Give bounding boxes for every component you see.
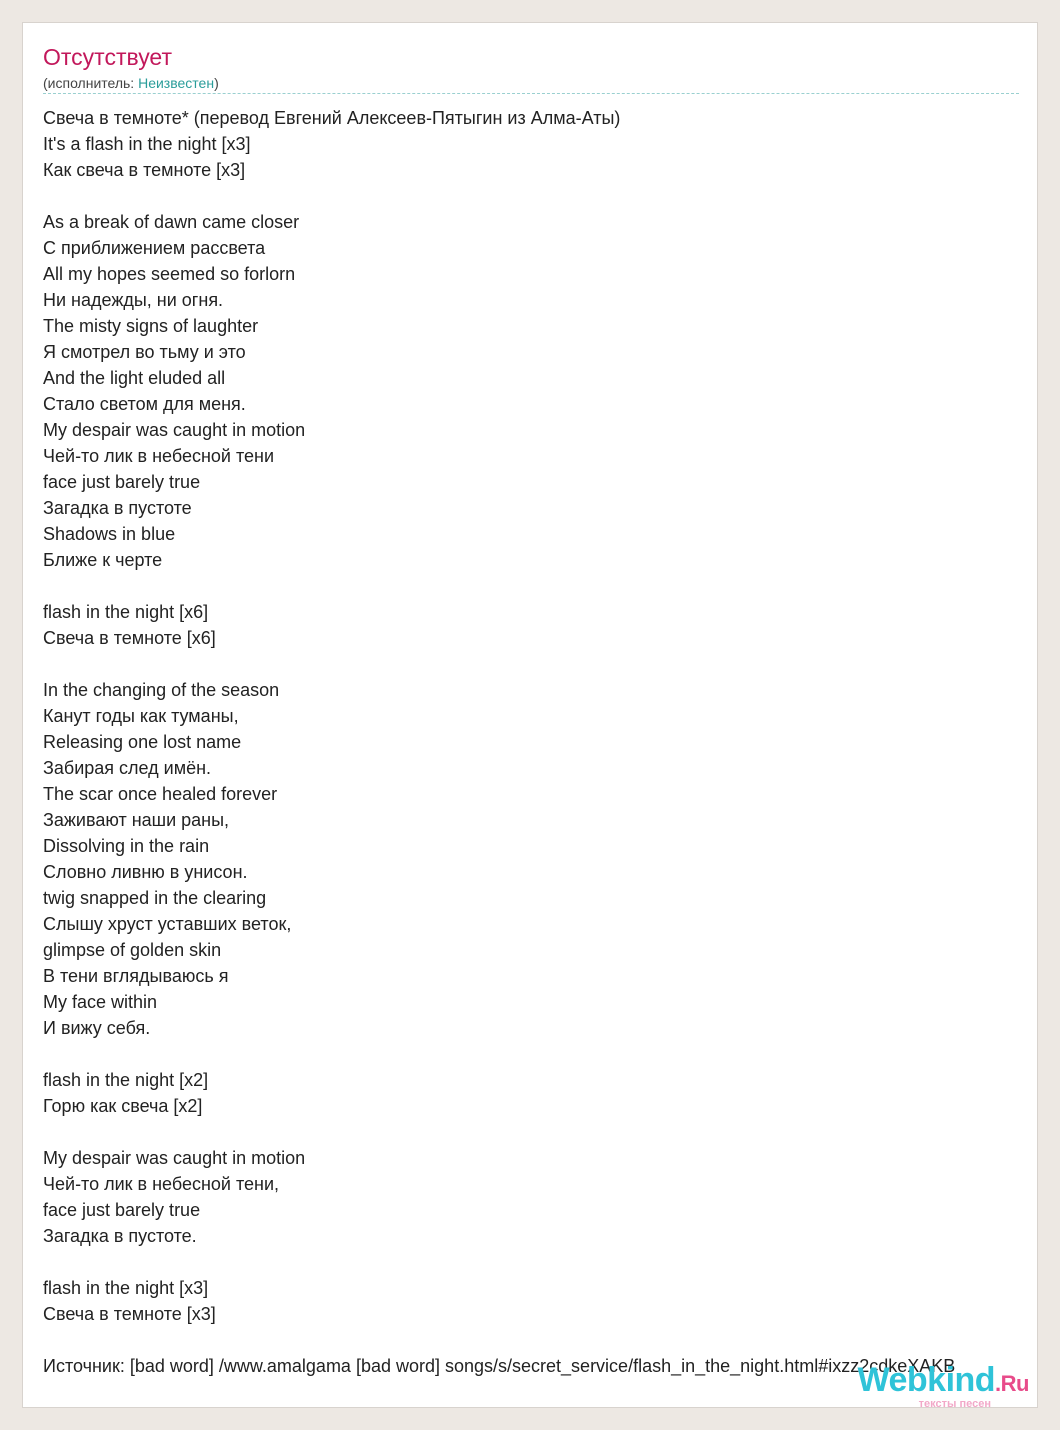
lyrics-line: И вижу себя. — [43, 1018, 151, 1038]
lyrics-line: Слышу хруст уставших веток, — [43, 914, 292, 934]
lyrics-body — [43, 105, 1037, 1327]
song-header — [43, 43, 1017, 92]
lyrics-line: My face within — [43, 992, 158, 1012]
lyrics-line: Горю как свеча [x2] — [43, 1096, 203, 1116]
lyrics-line: As a break of dawn came closer — [43, 212, 300, 232]
lyrics-line: My despair was caught in motion — [43, 420, 306, 440]
lyrics-blank-line — [43, 1249, 1037, 1275]
lyrics-blank-line — [43, 573, 1037, 599]
lyrics-line: Releasing one lost name — [43, 732, 242, 752]
lyrics-line: flash in the night [x2] — [43, 1070, 209, 1090]
lyrics-line: face just barely true — [43, 472, 201, 492]
lyrics-line: Свеча в темноте* (перевод Евгений Алексеев-Пятыгин из Алма-Аты) — [43, 108, 621, 128]
lyrics-line: Чей-то лик в небесной тени — [43, 446, 275, 466]
lyrics-line: Свеча в темноте [x3] — [43, 1304, 216, 1324]
lyrics-line: Заживают наши раны, — [43, 810, 230, 830]
lyrics-line: Свеча в темноте [x6] — [43, 628, 216, 648]
lyrics-line: twig snapped in the clearing — [43, 888, 267, 908]
lyrics-blank-line — [43, 1119, 1037, 1145]
lyrics-blank-line — [43, 1041, 1037, 1067]
lyrics-line: Чей-то лик в небесной тени, — [43, 1174, 280, 1194]
site-logo[interactable] — [858, 1363, 1030, 1408]
artist-suffix: ) — [214, 75, 219, 91]
lyrics-line: Канут годы как туманы, — [43, 706, 239, 726]
lyrics-line: In the changing of the season — [43, 680, 280, 700]
logo-tld: .Ru — [995, 1371, 1029, 1396]
lyrics-line: Ближе к черте — [43, 550, 163, 570]
lyrics-line: The misty signs of laughter — [43, 316, 259, 336]
lyrics-line: It's a flash in the night [x3] — [43, 134, 251, 154]
lyrics-line: My despair was caught in motion — [43, 1148, 306, 1168]
lyrics-line: face just barely true — [43, 1200, 201, 1220]
lyrics-line: Shadows in blue — [43, 524, 176, 544]
lyrics-line: flash in the night [x3] — [43, 1278, 209, 1298]
artist-prefix: (исполнитель: — [43, 75, 139, 91]
lyrics-line: flash in the night [x6] — [43, 602, 209, 622]
lyrics-line: В тени вглядываюсь я — [43, 966, 229, 986]
lyrics-line: Забирая след имён. — [43, 758, 212, 778]
logo-main-text: Webkind — [857, 1361, 996, 1399]
header-divider — [43, 93, 1019, 94]
lyrics-blank-line — [43, 183, 1037, 209]
artist-line — [43, 74, 1017, 92]
song-title: Отсутствует — [43, 44, 172, 70]
artist-link[interactable]: Неизвестен — [138, 75, 215, 91]
lyrics-line: Как свеча в темноте [x3] — [43, 160, 246, 180]
lyrics-line: С приближением рассвета — [43, 238, 266, 258]
lyrics-line: Словно ливню в унисон. — [43, 862, 248, 882]
lyrics-card — [22, 22, 1038, 1408]
logo-tagline: тексты песен — [918, 1398, 991, 1408]
lyrics-line: Ни надежды, ни огня. — [43, 290, 224, 310]
lyrics-blank-line — [43, 651, 1037, 677]
logo-wordmark — [858, 1363, 1030, 1401]
source-line: Источник: [bad word] /www.amalgama [bad word] songs/s/secret_service/flash_in_the_night.html#ixzz2cdkeXAKB — [43, 1356, 956, 1376]
lyrics-line: glimpse of golden skin — [43, 940, 222, 960]
lyrics-line: All my hopes seemed so forlorn — [43, 264, 296, 284]
lyrics-line: Загадка в пустоте. — [43, 1226, 197, 1246]
lyrics-line: The scar once healed forever — [43, 784, 278, 804]
lyrics-line: Загадка в пустоте — [43, 498, 192, 518]
lyrics-line: Dissolving in the rain — [43, 836, 210, 856]
lyrics-line: Я смотрел во тьму и это — [43, 342, 246, 362]
lyrics-line: And the light eluded all — [43, 368, 226, 388]
lyrics-line: Стало светом для меня. — [43, 394, 246, 414]
